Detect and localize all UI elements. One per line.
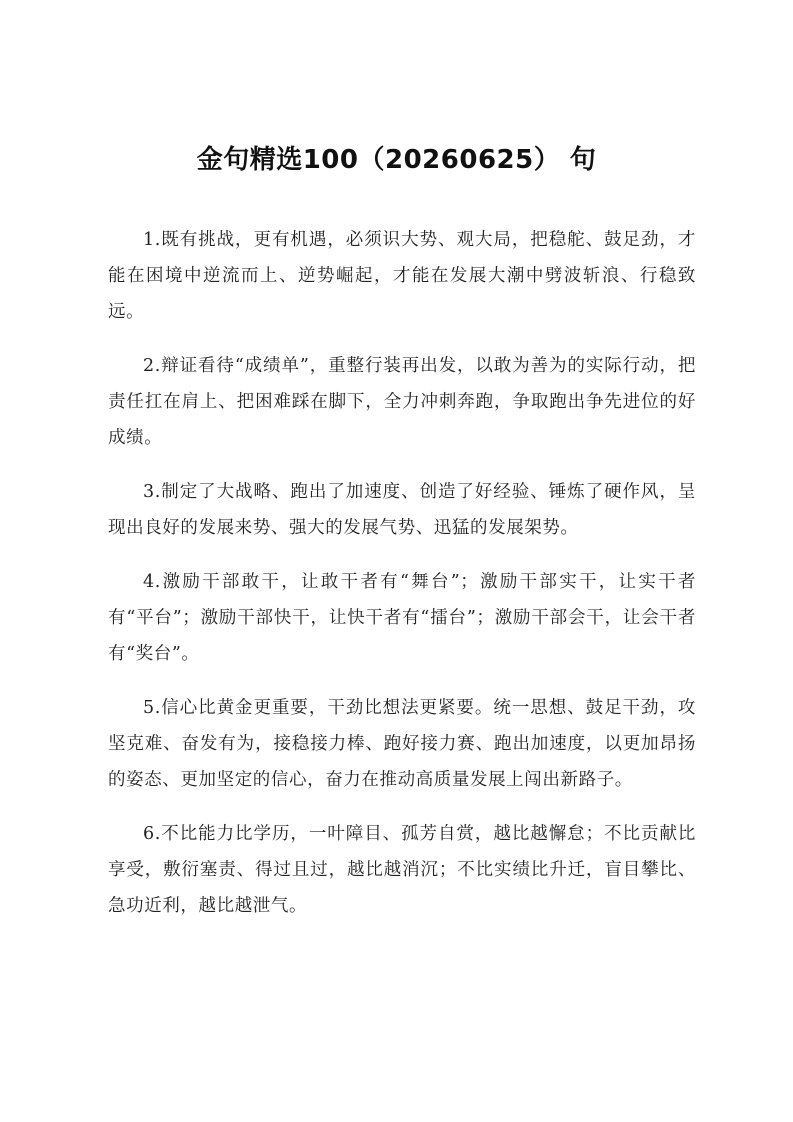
quote-paragraph-6: 6.不比能力比学历，一叶障目、孤芳自赏，越比越懈怠；不比贡献比享受，敷衍塞责、得过且过，越比越消沉；不比实绩比升迁，盲目攀比、急功近利，越比越泄气。 <box>108 824 696 916</box>
quote-paragraph-1: 1.既有挑战，更有机遇，必须识大势、观大局，把稳舵、鼓足劲，才能在困境中逆流而上、逆势崛起，才能在发展大潮中劈波斩浪、行稳致远。 <box>108 230 696 322</box>
document-body <box>108 222 696 942</box>
quote-paragraph-4: 4.激励干部敢干，让敢干者有“舞台”；激励干部实干，让实干者有“平台”；激励干部快干，让快干者有“擂台”；激励干部会干，让会干者有“奖台”。 <box>108 572 696 664</box>
quote-paragraph-5: 5.信心比黄金更重要，干劲比想法更紧要。统一思想、鼓足干劲，攻坚克难、奋发有为，接稳接力棒、跑好接力赛、跑出加速度，以更加昂扬的姿态、更加坚定的信心，奋力在推动高质量发展上闯出新路子。 <box>108 698 696 790</box>
quote-paragraph-2: 2.辩证看待“成绩单”，重整行装再出发，以敢为善为的实际行动，把责任扛在肩上、把困难踩在脚下，全力冲刺奔跑，争取跑出争先进位的好成绩。 <box>108 356 696 448</box>
quote-paragraph-3: 3.制定了大战略、跑出了加速度、创造了好经验、锤炼了硬作风，呈现出良好的发展来势、强大的发展气势、迅猛的发展架势。 <box>108 482 696 538</box>
document-title: 金句精选100（20260625） 句 <box>196 145 597 175</box>
